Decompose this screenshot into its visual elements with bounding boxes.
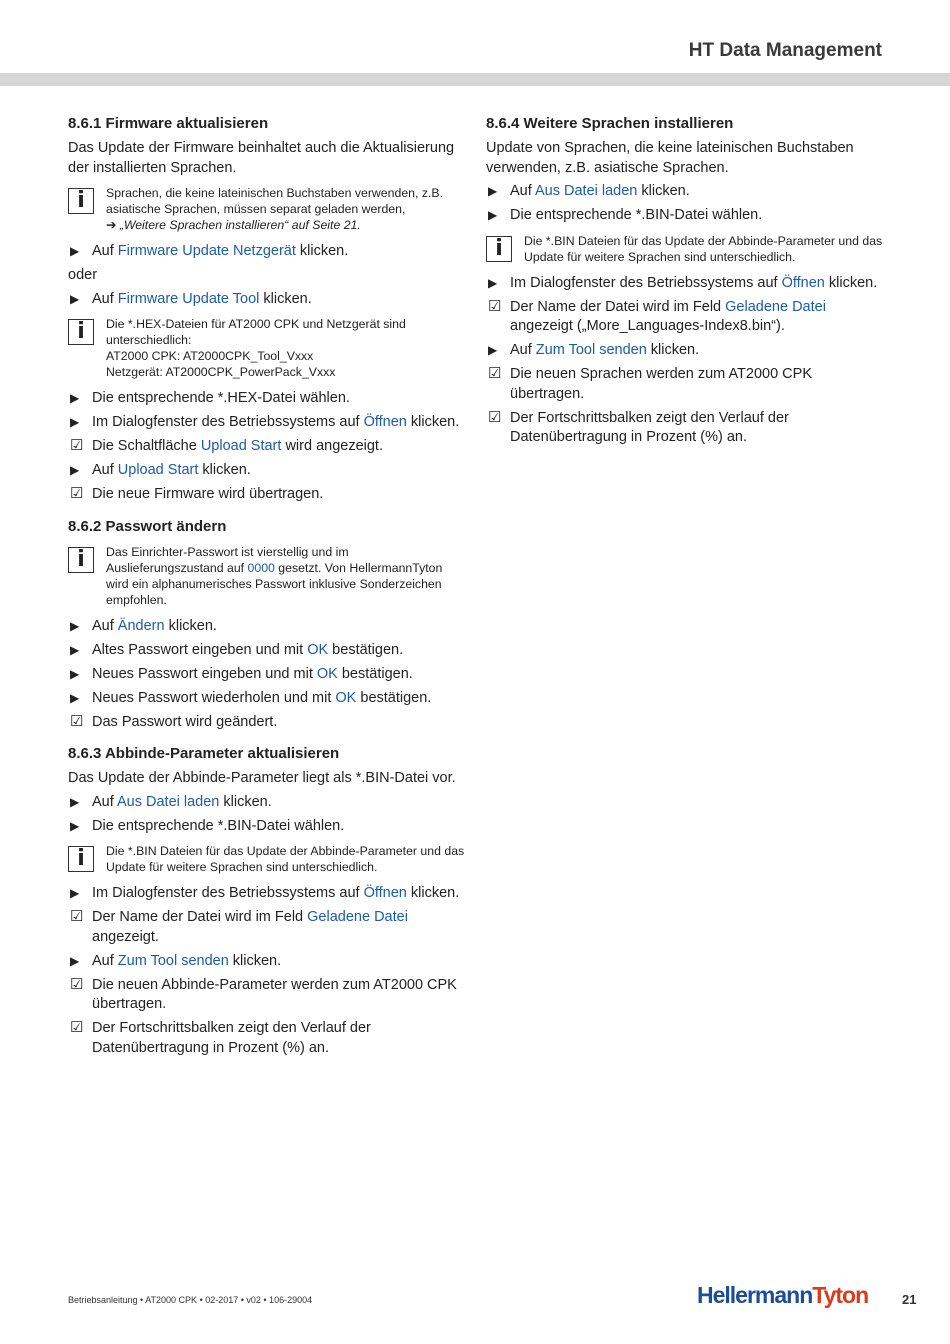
step-text: Altes Passwort eingeben und mit [92, 641, 308, 658]
step-text: klicken. [406, 885, 460, 901]
step-text: Die entsprechende *.BIN-Datei wählen. [92, 817, 345, 834]
step-text: klicken. [198, 462, 251, 478]
step-text: Der Name der Datei wird im Feld [92, 909, 308, 925]
section-intro: Update von Sprachen, die keine lateinischen Buchstaben verwenden, z.B. asiatische Sprachen. [486, 140, 854, 176]
result-step [68, 485, 468, 505]
info-icon: i [68, 547, 94, 573]
action-arrow-icon: ▶ [70, 794, 80, 809]
ui-ref-upload-start: Upload Start [200, 438, 282, 454]
info-icon: i [68, 188, 94, 214]
footer-document-info: Betriebsanleitung • AT2000 CPK • 02-2017 • v02 • 106-29004 [68, 1295, 313, 1305]
checkbox-icon: ☑ [70, 975, 84, 993]
action-step [68, 689, 468, 709]
step-text: Der Fortschrittsbalken zeigt den Verlauf der Datenübertragung in Prozent (%) an. [510, 409, 789, 445]
action-step [68, 242, 468, 262]
step-text: klicken. [637, 183, 690, 199]
step-text: Neues Passwort wiederholen und mit [92, 689, 336, 706]
logo-text-part: Tyton [812, 1282, 869, 1308]
checkbox-icon: ☑ [488, 365, 502, 382]
step-text: Die entsprechende *.HEX-Datei wählen. [92, 390, 350, 406]
or-text: oder [68, 267, 98, 283]
step-text: bestätigen. [328, 641, 404, 658]
step-text: bestätigen. [356, 689, 432, 706]
action-step [68, 793, 468, 813]
action-step [68, 665, 468, 685]
info-icon: i [68, 846, 94, 872]
result-step [486, 409, 886, 448]
section-intro: Das Update der Firmware beinhaltet auch die Aktualisierung der installierten Sprachen. [68, 140, 455, 176]
step-text: klicken. [219, 793, 272, 810]
right-column [486, 114, 886, 456]
checkbox-icon: ☑ [70, 908, 84, 925]
ui-ref-firmware-update-netzgeraet: Firmware Update Netzgerät [117, 243, 296, 259]
checkbox-icon: ☑ [488, 297, 502, 315]
header-bar [0, 73, 950, 86]
default-password-value: 0000 [247, 560, 275, 575]
step-text: Auf [92, 290, 118, 307]
ui-ref-aus-datei-laden: Aus Datei laden [535, 183, 638, 199]
step-text: klicken. [259, 290, 312, 307]
section-heading: 8.6.2 Passwort ändern [68, 517, 227, 535]
info-note [486, 233, 886, 265]
step-text: Die entsprechende *.BIN-Datei wählen. [510, 207, 763, 223]
step-text: Auf [92, 617, 118, 634]
step-text: Neues Passwort eingeben und mit [92, 665, 317, 682]
note-text: Die *.BIN Dateien für das Update der Abbinde-Parameter und das Update für weitere Sprachen sind unterschiedlich. [106, 844, 465, 874]
action-arrow-icon: ▶ [70, 886, 80, 900]
step-text: Im Dialogfenster des Betriebssystems auf [510, 274, 782, 291]
result-step [68, 1019, 468, 1058]
section-8-6-3 [68, 744, 468, 1058]
ui-ref-ok: OK [316, 665, 338, 682]
step-text: wird angezeigt. [281, 438, 383, 454]
ui-ref-oeffnen: Öffnen [781, 274, 825, 291]
step-text: Auf [92, 243, 118, 259]
result-step [68, 976, 468, 1015]
step-text: klicken. [228, 952, 282, 969]
action-arrow-icon: ▶ [488, 208, 498, 222]
section-heading: 8.6.3 Abbinde-Parameter aktualisieren [68, 745, 340, 762]
action-step [486, 182, 886, 202]
section-8-6-2 [68, 517, 468, 733]
step-text: klicken. [164, 617, 217, 634]
ui-ref-geladene-datei: Geladene Datei [725, 298, 826, 315]
step-text: Die neuen Sprachen werden zum AT2000 CPK übertragen. [510, 366, 812, 402]
note-text: Netzgerät: AT2000CPK_PowerPack_Vxxx [106, 365, 336, 379]
step-text: Auf [92, 793, 117, 810]
action-arrow-icon: ▶ [70, 244, 80, 258]
action-step [486, 341, 886, 361]
logo-text-part: Hellermann [697, 1282, 813, 1308]
action-arrow-icon: ▶ [70, 818, 80, 833]
info-note [68, 185, 468, 233]
info-icon: i [486, 236, 512, 262]
page-header-title: HT Data Management [688, 40, 882, 61]
checkbox-icon: ☑ [70, 1019, 84, 1036]
step-text: Die neue Firmware wird übertragen. [92, 486, 324, 502]
cross-reference: „Weitere Sprachen installieren“ auf Seite 21. [119, 218, 361, 232]
action-step [68, 952, 468, 972]
ui-ref-ok: OK [335, 689, 357, 706]
action-arrow-icon: ▶ [488, 275, 498, 290]
checkbox-icon: ☑ [70, 712, 84, 730]
section-8-6-1 [68, 114, 468, 505]
step-text: Die neuen Abbinde-Parameter werden zum AT2000 CPK übertragen. [92, 976, 457, 1012]
action-step [68, 461, 468, 481]
action-step [68, 290, 468, 310]
step-text: Der Fortschrittsbalken zeigt den Verlauf der Datenübertragung in Prozent (%) an. [92, 1020, 371, 1056]
info-note [68, 843, 468, 875]
action-step [68, 389, 468, 409]
ui-ref-zum-tool-senden: Zum Tool senden [535, 342, 647, 358]
checkbox-icon: ☑ [70, 437, 84, 454]
hellermanntyton-logo [697, 1282, 868, 1309]
note-crossref [106, 217, 468, 233]
step-text: klicken. [295, 243, 349, 259]
ui-ref-aendern: Ändern [117, 617, 165, 634]
note-text: Sprachen, die keine lateinischen Buchstaben verwenden, z.B. asiatische Sprachen, müssen separat geladen werden, [106, 186, 444, 216]
step-text: Die Schaltfläche [92, 438, 201, 454]
step-text: klicken. [824, 274, 878, 291]
action-arrow-icon: ▶ [488, 184, 498, 198]
step-text: Auf [92, 462, 118, 478]
step-text: klicken. [406, 414, 460, 430]
result-step [68, 437, 468, 457]
note-text: Das Einrichter-Passwort ist vierstellig und im Auslieferungszustand auf [106, 544, 349, 575]
action-step [68, 817, 468, 837]
ui-ref-firmware-update-tool: Firmware Update Tool [117, 290, 260, 307]
checkbox-icon: ☑ [70, 485, 84, 502]
action-arrow-icon: ▶ [70, 642, 80, 657]
action-arrow-icon: ▶ [70, 291, 80, 306]
result-step [68, 713, 468, 733]
action-step [68, 641, 468, 661]
step-text: Im Dialogfenster des Betriebssystems auf [92, 414, 364, 430]
section-heading: 8.6.1 Firmware aktualisieren [68, 115, 269, 132]
step-text: Im Dialogfenster des Betriebssystems auf [92, 885, 364, 901]
ui-ref-oeffnen: Öffnen [363, 885, 407, 901]
section-heading: 8.6.4 Weitere Sprachen installieren [486, 115, 734, 132]
info-note [68, 316, 468, 380]
step-text: Auf [92, 952, 118, 969]
info-icon: i [68, 319, 94, 345]
action-arrow-icon: ▶ [70, 953, 80, 968]
note-text: Die *.BIN Dateien für das Update der Abbinde-Parameter und das Update für weitere Sprachen sind unterschiedlich. [524, 233, 883, 264]
action-step [68, 617, 468, 637]
page-number: 21 [902, 1292, 917, 1307]
action-arrow-icon: ▶ [70, 415, 80, 429]
step-text: angezeigt. [92, 928, 159, 945]
step-text: Das Passwort wird geändert. [92, 713, 278, 730]
note-text: AT2000 CPK: AT2000CPK_Tool_Vxxx [106, 349, 314, 363]
result-step [486, 298, 886, 337]
checkbox-icon: ☑ [488, 408, 502, 426]
ui-ref-geladene-datei: Geladene Datei [307, 909, 408, 925]
step-text: bestätigen. [337, 665, 413, 682]
step-text: angezeigt („More_Languages-Index8.bin“). [510, 318, 785, 334]
section-8-6-4 [486, 114, 886, 448]
step-text: Der Name der Datei wird im Feld [510, 298, 726, 315]
action-step [68, 884, 468, 904]
ui-ref-oeffnen: Öffnen [363, 414, 407, 430]
action-step [68, 413, 468, 433]
step-text: Auf [510, 342, 536, 358]
action-step [486, 206, 886, 226]
result-step [486, 365, 886, 404]
action-arrow-icon: ▶ [70, 463, 80, 477]
ui-ref-ok: OK [307, 641, 329, 658]
note-text: gesetzt. Von HellermannTyton wird ein alphanumerisches Passwort inklusive Sonderzeichen empfohlen. [106, 560, 443, 607]
action-arrow-icon: ▶ [488, 343, 498, 357]
ui-ref-aus-datei-laden: Aus Datei laden [117, 793, 220, 810]
info-note [68, 544, 468, 608]
step-text: klicken. [646, 342, 700, 358]
section-intro: Das Update der Abbinde-Parameter liegt als *.BIN-Datei vor. [68, 770, 456, 786]
ui-ref-zum-tool-senden: Zum Tool senden [117, 952, 229, 969]
ui-ref-upload-start: Upload Start [117, 462, 199, 478]
step-text: Auf [510, 183, 535, 199]
action-arrow-icon: ▶ [70, 618, 80, 633]
arrow-right-icon: ➔ [106, 218, 117, 232]
action-arrow-icon: ▶ [70, 391, 80, 405]
left-column [68, 114, 468, 1066]
result-step [68, 908, 468, 947]
action-arrow-icon: ▶ [70, 690, 80, 705]
action-arrow-icon: ▶ [70, 666, 80, 681]
note-text: Die *.HEX-Dateien für AT2000 CPK und Netzgerät sind unterschiedlich: [106, 317, 406, 347]
action-step [486, 274, 886, 294]
